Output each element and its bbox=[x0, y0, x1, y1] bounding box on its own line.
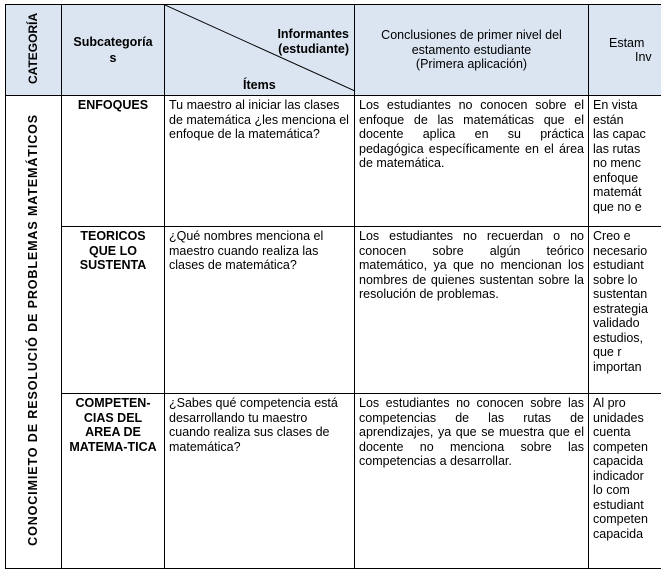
conclusion-text: Los estudiantes no conocen sobre las competencias de las rutas de aprendizajes, ya que se muestra que el docente no menciona sobre las competencias a desarrollar. bbox=[359, 396, 584, 468]
subcategoria-cell bbox=[62, 96, 165, 227]
estamento-line: sustentan bbox=[593, 287, 648, 301]
estamento-line: estudiant bbox=[593, 258, 644, 272]
estamento-line: competen bbox=[593, 512, 648, 526]
informantes-items-header bbox=[165, 5, 355, 96]
estamento-cell bbox=[589, 227, 661, 394]
estamento-line: Creo e bbox=[593, 229, 631, 243]
item-text: ¿Qué nombres menciona el maestro cuando realiza las clases de matemática? bbox=[169, 229, 324, 272]
informantes-line-1: Informantes bbox=[277, 27, 349, 41]
subcategoria-cell bbox=[62, 227, 165, 394]
items-label: Ítems bbox=[243, 77, 276, 92]
estamento-line: no menc bbox=[593, 156, 641, 170]
estamento-line: están bbox=[593, 112, 624, 127]
estamento-line: capacida bbox=[593, 454, 644, 468]
estamento-cell bbox=[589, 394, 661, 569]
categoria-label: CONOCIMIETO DE RESOLUCIÓ DE PROBLEMAS MATEMÁTICOS bbox=[26, 114, 41, 547]
estamento-line: capacida bbox=[593, 526, 644, 541]
table-row bbox=[6, 227, 661, 394]
conclusiones-header bbox=[355, 5, 589, 96]
item-text: ¿Sabes qué competencia está desarrollando tu maestro cuando realiza sus clases de matemática? bbox=[169, 396, 338, 454]
item-cell bbox=[165, 394, 355, 569]
conclusion-cell bbox=[355, 96, 589, 227]
estamento-line: cuenta bbox=[593, 425, 631, 439]
estamento-cell bbox=[589, 96, 661, 227]
estamento-line: que r bbox=[593, 345, 622, 359]
categories-table bbox=[5, 4, 661, 569]
estamento-line-2: Inv bbox=[635, 50, 652, 64]
estamento-line: las capac bbox=[593, 127, 646, 141]
estamento-line: validado bbox=[593, 316, 640, 330]
subcategoria-label: COMPETEN-CIAS DEL AREA DE MATEMA-TICA bbox=[69, 396, 157, 454]
conclusiones-line-1: Conclusiones de primer nivel del bbox=[381, 28, 562, 43]
estamento-header bbox=[589, 5, 661, 96]
categoria-cell bbox=[6, 96, 62, 569]
subcategorias-header bbox=[62, 5, 165, 96]
informantes-line-2: (estudiante) bbox=[278, 42, 349, 56]
subcategoria-label: ENFOQUES bbox=[77, 98, 149, 112]
estamento-line: unidades bbox=[593, 410, 644, 425]
estamento-line: importan bbox=[593, 359, 642, 374]
estamento-line: indicador bbox=[593, 468, 644, 483]
conclusion-text: Los estudiantes no conocen sobre el enfoque de las matemáticas que el docente aplica en su práctica pedagógica específicamente en el área de matemática. bbox=[359, 98, 584, 170]
estamento-line-1: Estam bbox=[609, 35, 645, 50]
table-row bbox=[6, 394, 661, 569]
informantes-label bbox=[277, 27, 349, 57]
estamento-line: En vista bbox=[593, 98, 638, 112]
subcategoria-cell bbox=[62, 394, 165, 569]
estamento-line: estudios, bbox=[593, 330, 644, 345]
estamento-line: necesario bbox=[593, 243, 648, 258]
estamento-line: Al pro bbox=[593, 396, 626, 410]
item-cell bbox=[165, 96, 355, 227]
conclusion-cell bbox=[355, 227, 589, 394]
conclusiones-line-3: (Primera aplicación) bbox=[415, 57, 528, 72]
estamento-line: matemát bbox=[593, 185, 642, 199]
conclusiones-line-2: estamento estudiante bbox=[411, 42, 532, 57]
estamento-line: lo com bbox=[593, 483, 630, 497]
item-cell bbox=[165, 227, 355, 394]
categoria-header-label: CATEGORÍA bbox=[26, 12, 40, 84]
estamento-line: enfoque bbox=[593, 170, 639, 185]
conclusion-text: Los estudiantes no recuerdan o no conocen sobre algún teórico matemático, ya que no mencionan los nombres de quienes sustentan sobre la resolución de problemas. bbox=[359, 229, 584, 301]
item-text: Tu maestro al iniciar las clases de matemática ¿les menciona el enfoque de la matemática? bbox=[169, 98, 349, 141]
conclusion-cell bbox=[355, 394, 589, 569]
estamento-line: competen bbox=[593, 439, 648, 454]
table-row bbox=[6, 96, 661, 227]
estamento-line: sobre lo bbox=[593, 272, 638, 287]
header-row bbox=[6, 5, 661, 96]
categoria-header bbox=[6, 5, 62, 96]
estamento-line: las rutas bbox=[593, 141, 641, 156]
estamento-line: estrategia bbox=[593, 301, 648, 316]
subcategoria-label: TEORICOS QUE LO SUSTENTA bbox=[79, 229, 147, 272]
estamento-line: estudiant bbox=[593, 497, 644, 512]
subcategorias-header-label: Subcategorías bbox=[73, 35, 153, 65]
estamento-line: que no e bbox=[593, 199, 642, 214]
